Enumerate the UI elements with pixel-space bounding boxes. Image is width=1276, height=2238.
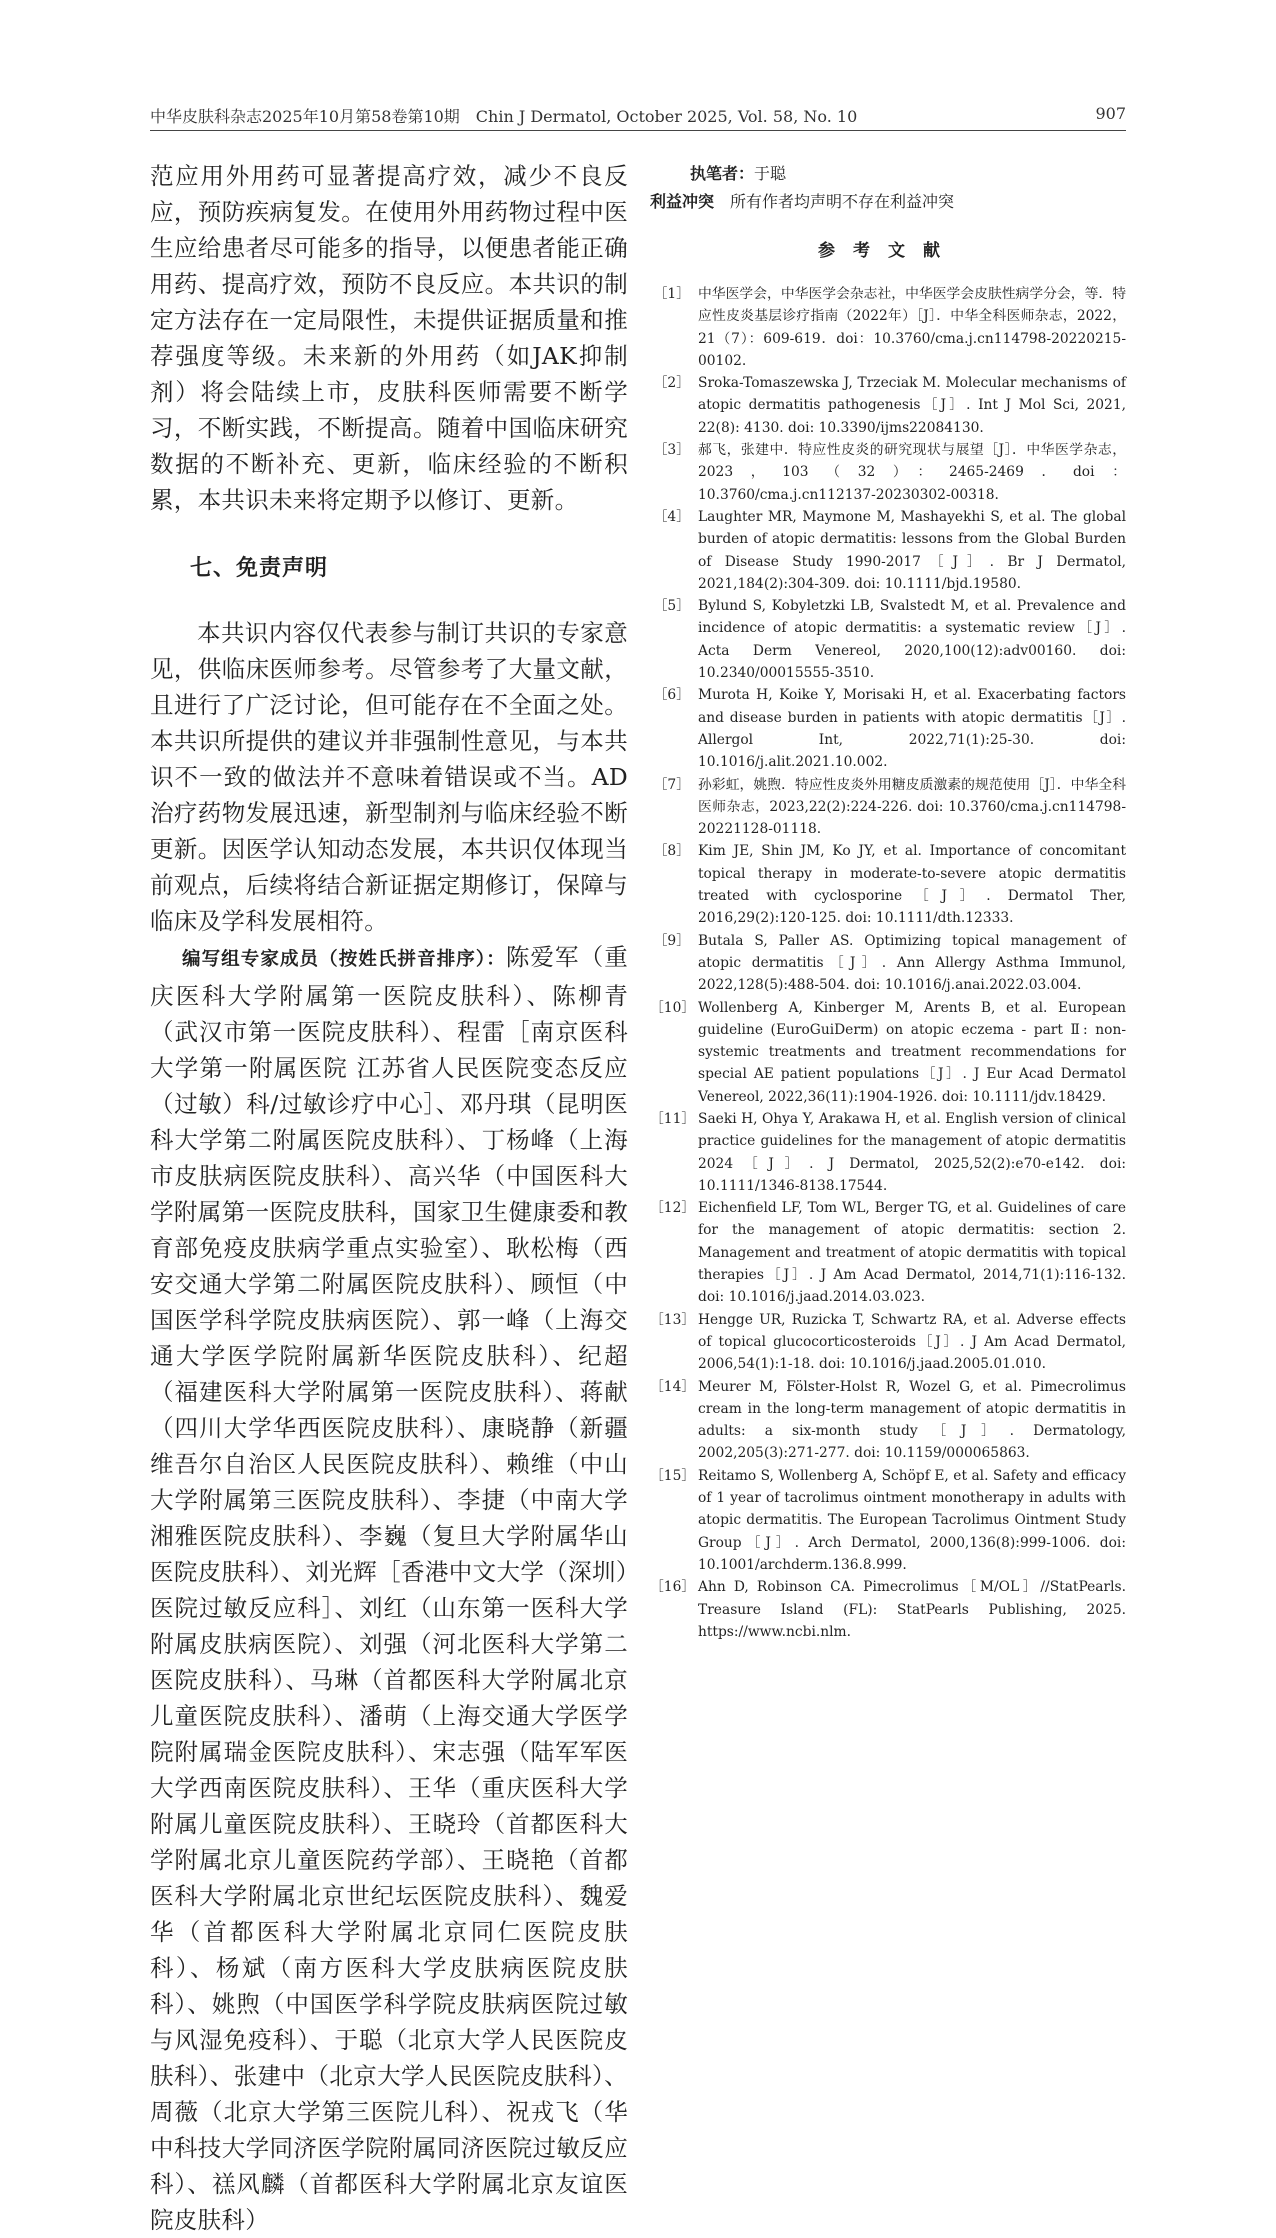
reference-number: ［14］ xyxy=(650,1378,696,1395)
reference-item xyxy=(650,930,1126,997)
reference-text: Reitamo S, Wollenberg A, Schöpf E, et al. Safety and efficacy of 1 year of tacrolimus ointment monotherapy in adults with atopic dermatitis. The European Tacrolimus Ointment Study Group［J］. Arch Dermatol, 2000,136(8):999-1006. doi: 10.1001/archderm.136.8.999. xyxy=(698,1467,1126,1573)
reference-text: Sroka-Tomaszewska J, Trzeciak M. Molecular mechanisms of atopic dermatitis pathogenesis［J］. Int J Mol Sci, 2021, 22(8): 4130. doi: 10.3390/ijms22084130. xyxy=(698,375,1126,436)
running-header xyxy=(150,100,1126,131)
reference-number: ［10］ xyxy=(650,999,696,1016)
reference-item xyxy=(650,684,1126,773)
right-column xyxy=(650,160,1126,1643)
expert-members xyxy=(150,939,628,2238)
reference-item xyxy=(650,1376,1126,1465)
disclaimer-paragraph: 本共识内容仅代表参与制订共识的专家意见，供临床医师参考。尽管参考了大量文献，且进行了广泛讨论，但可能存在不全面之处。本共识所提供的建议并非强制性意见，与本共识不一致的做法并不意味着错误或不当。AD治疗药物发展迅速，新型制剂与临床经验不断更新。因医学认知动态发展，本共识仅体现当前观点，后续将结合新证据定期修订，保障与临床及学科发展相符。 xyxy=(150,619,628,935)
reference-item xyxy=(650,506,1126,595)
reference-text: Butala S, Paller AS. Optimizing topical management of atopic dermatitis［J］. Ann Allergy Asthma Immunol, 2022,128(5):488-504. doi: 10.1016/j.anai.2022.03.004. xyxy=(698,932,1126,994)
reference-number: ［3］ xyxy=(653,442,690,459)
author-name: 于聪 xyxy=(754,164,787,183)
reference-text: Eichenfield LF, Tom WL, Berger TG, et al. Guidelines of care for the management of atopic dermatitis: section 2. Management and treatment of atopic dermatitis with topical therapies［J］. J Am Acad Dermatol, 2014,71(1):116-132. doi: 10.1016/j.jaad.2014.03.023. xyxy=(698,1200,1126,1306)
reference-text: Hengge UR, Ruzicka T, Schwartz RA, et al. Adverse effects of topical glucocorticosteroids［J］. J Am Acad Dermatol, 2006,54(1):1-18. doi: 10.1016/j.jaad.2005.01.010. xyxy=(698,1311,1126,1373)
reference-text: 中华医学会，中华医学会杂志社，中华医学会皮肤性病学分会，等．特应性皮炎基层诊疗指南（2022年）［J］．中华全科医师杂志，2022，21（7）：609-619．doi：10.3760/cma.j.cn114798-20220215-00102. xyxy=(698,286,1126,369)
reference-number: ［5］ xyxy=(653,598,690,615)
reference-text: 郝飞，张建中．特应性皮炎的研究现状与展望［J］．中华医学杂志，2023，103（32）：2465-2469．doi：10.3760/cma.j.cn112137-20230302-00318. xyxy=(698,442,1126,503)
reference-item xyxy=(650,1309,1126,1376)
reference-text: Saeki H, Ohya Y, Arakawa H, et al. English version of clinical practice guidelines for the management of atopic dermatitis 2024［J］. J Dermatol, 2025,52(2):e70-e142. doi: 10.1111/1346-8138.17544. xyxy=(698,1110,1126,1194)
references-title: 参考文献 xyxy=(818,241,958,261)
reference-item xyxy=(650,283,1126,372)
reference-text: Laughter MR, Maymone M, Mashayekhi S, et al. The global burden of atopic dermatitis: lessons from the Global Burden of Disease Study 1990-2017［J］. Br J Dermatol, 2021,184(2):304-309. doi: 10.1111/bjd.19580. xyxy=(698,508,1126,592)
reference-item xyxy=(650,1465,1126,1576)
reference-item xyxy=(650,439,1126,506)
reference-item xyxy=(650,1576,1126,1643)
reference-number: ［4］ xyxy=(653,508,690,525)
reference-number: ［2］ xyxy=(653,375,690,392)
author-info xyxy=(650,160,1126,216)
reference-text: Murota H, Koike Y, Morisaki H, et al. Exacerbating factors and disease burden in patients with atopic dermatitis［J］. Allergol Int, 2022,71(1):25-30. doi: 10.1016/j.alit.2021.10.002. xyxy=(698,687,1126,771)
reference-number: ［16］ xyxy=(650,1579,696,1596)
reference-item xyxy=(650,774,1126,841)
reference-text: Bylund S, Kobyletzki LB, Svalstedt M, et al. Prevalence and incidence of atopic dermatitis: a systematic review［J］. Acta Derm Venereol, 2020,100(12):adv00160. doi: 10.2340/00015555-3510. xyxy=(698,598,1126,682)
reference-item xyxy=(650,595,1126,684)
reference-item xyxy=(650,1197,1126,1308)
members-list: 陈爱军（重庆医科大学附属第一医院皮肤科）、陈柳青（武汉市第一医院皮肤科）、程雷［南京医科大学第一附属医院 江苏省人民医院变态反应（过敏）科/过敏诊疗中心］、邓丹琪（昆明医科大学第二附属医院皮肤科）、丁杨峰（上海市皮肤病医院皮肤科）、高兴华（中国医科大学附属第一医院皮肤科，国家卫生健康委和教育部免疫皮肤病学重点实验室）、耿松梅（西安交通大学第二附属医院皮肤科）、顾恒（中国医学科学院皮肤病医院）、郭一峰（上海交通大学医学院附属新华医院皮肤科）、纪超（福建医科大学附属第一医院皮肤科）、蒋献（四川大学华西医院皮肤科）、康晓静（新疆维吾尔自治区人民医院皮肤科）、赖维（中山大学附属第三医院皮肤科）、李捷（中南大学湘雅医院皮肤科）、李巍（复旦大学附属华山医院皮肤科）、刘光辉［香港中文大学（深圳）医院过敏反应科］、刘红（山东第一医科大学附属皮肤病医院）、刘强（河北医科大学第二医院皮肤科）、马琳（首都医科大学附属北京儿童医院皮肤科）、潘萌（上海交通大学医学院附属瑞金医院皮肤科）、宋志强（陆军军医大学西南医院皮肤科）、王华（重庆医科大学附属儿童医院皮肤科）、王晓玲（首都医科大学附属北京儿童医院药学部）、王晓艳（首都医科大学附属北京世纪坛医院皮肤科）、魏爱华（首都医科大学附属北京同仁医院皮肤科）、杨斌（南方医科大学皮肤病医院皮肤科）、姚煦（中国医学科学院皮肤病医院过敏与风湿免疫科）、于聪（北京大学人民医院皮肤科）、张建中（北京大学人民医院皮肤科）、周薇（北京大学第三医院儿科）、祝戎飞（华中科技大学同济医学院附属同济医院过敏反应科）、禚风麟（首都医科大学附属北京友谊医院皮肤科） xyxy=(150,943,628,2234)
reference-number: ［13］ xyxy=(650,1311,696,1328)
conclusion-paragraph: 范应用外用药可显著提高疗效，减少不良反应，预防疾病复发。在使用外用药物过程中医生应给患者尽可能多的指导，以便患者能正确用药、提高疗效，预防不良反应。本共识的制定方法存在一定局限性，未提供证据质量和推荐强度等级。未来新的外用药（如JAK抑制剂）将会陆续上市，皮肤科医师需要不断学习，不断实践，不断提高。随着中国临床研究数据的不断补充、更新，临床经验的不断积累，本共识未来将定期予以修订、更新。 xyxy=(150,162,628,514)
coi-label: 利益冲突 xyxy=(650,192,715,211)
reference-text: Wollenberg A, Kinberger M, Arents B, et al. European guideline (EuroGuiDerm) on atopic eczema - part Ⅱ: non-systemic treatments and treatment recommendations for special AE patient populations［J］. J Eur Acad Dermatol Venereol, 2022,36(11):1904-1926. doi: 10.1111/jdv.18429. xyxy=(698,999,1126,1105)
reference-list xyxy=(650,283,1126,1643)
section-heading-disclaimer: 七、免责声明 xyxy=(190,556,329,581)
journal-running-title: 中华皮肤科杂志2025年10月第58卷第10期 Chin J Dermatol, October 2025, Vol. 58, No. 10 xyxy=(150,107,858,126)
reference-item xyxy=(650,840,1126,929)
reference-number: ［1］ xyxy=(653,286,690,302)
reference-number: ［9］ xyxy=(653,932,690,949)
reference-item xyxy=(650,997,1126,1108)
members-label: 编写组专家成员（按姓氏拼音排序）： xyxy=(182,949,506,970)
reference-number: ［6］ xyxy=(653,687,690,704)
reference-item xyxy=(650,1108,1126,1197)
reference-number: ［12］ xyxy=(650,1200,696,1217)
reference-number: ［8］ xyxy=(653,843,690,860)
reference-text: Kim JE, Shin JM, Ko JY, et al. Importance of concomitant topical therapy in moderate-to-severe atopic dermatitis treated with cyclosporine［J］. Dermatol Ther, 2016,29(2):120-125. doi: 10.1111/dth.12333. xyxy=(698,843,1126,927)
reference-text: Ahn D, Robinson CA. Pimecrolimus［M/OL］//StatPearls. Treasure Island (FL): StatPearls Publishing, 2025. https://www.ncbi.nlm. xyxy=(698,1579,1126,1640)
author-label: 执笔者： xyxy=(690,164,755,183)
reference-text: 孙彩虹，姚煦．特应性皮炎外用糖皮质激素的规范使用［J］．中华全科医师杂志，2023,22(2):224-226. doi: 10.3760/cma.j.cn114798-20221128-01118. xyxy=(698,776,1126,838)
coi-text: 所有作者均声明不存在利益冲突 xyxy=(730,192,955,211)
reference-number: ［7］ xyxy=(653,776,690,793)
reference-number: ［11］ xyxy=(650,1110,696,1127)
reference-number: ［15］ xyxy=(650,1467,696,1484)
reference-text: Meurer M, Fölster-Holst R, Wozel G, et al. Pimecrolimus cream in the long-term management of atopic dermatitis in adults: a six-month study［J］. Dermatology, 2002,205(3):271-277. doi: 10.1159/000065863. xyxy=(698,1378,1126,1462)
left-column xyxy=(150,158,628,2238)
page-number: 907 xyxy=(1095,104,1126,123)
reference-item xyxy=(650,372,1126,439)
